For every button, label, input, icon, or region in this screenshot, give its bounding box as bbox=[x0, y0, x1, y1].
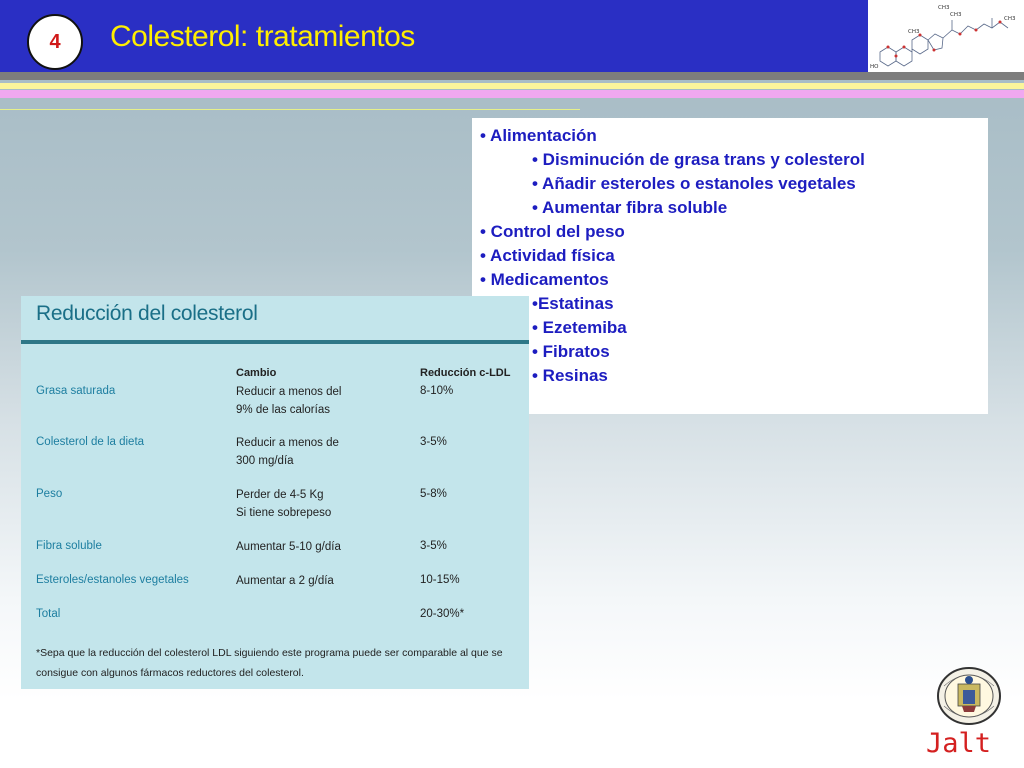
university-seal-icon bbox=[936, 666, 1002, 726]
bullet-item: • Medicamentos bbox=[480, 270, 609, 289]
slide-title: Colesterol: tratamientos bbox=[110, 20, 415, 53]
row-reduction: 10-15% bbox=[420, 574, 460, 586]
row-change: Perder de 4-5 Kg Si tiene sobrepeso bbox=[236, 489, 332, 519]
bullet-subitem: • Disminución de grasa trans y colesterol bbox=[532, 150, 865, 169]
bullet-subitem: • Fibratos bbox=[532, 342, 610, 361]
bullet-item: • Control del peso bbox=[480, 222, 625, 241]
bullet-subitem: • Aumentar fibra soluble bbox=[532, 198, 728, 217]
table-title-rule bbox=[21, 340, 529, 344]
row-label: Colesterol de la dieta bbox=[36, 436, 145, 448]
table-title: Reducción del colesterol bbox=[36, 302, 258, 325]
divider-stripe-yellow bbox=[0, 83, 1024, 89]
bullet-item: • Alimentación bbox=[480, 126, 597, 145]
row-change: Reducir a menos de 300 mg/día bbox=[236, 437, 339, 467]
row-change: Aumentar 5-10 g/día bbox=[236, 541, 341, 553]
bullet-subitem: • Resinas bbox=[532, 366, 608, 385]
row-label: Peso bbox=[36, 488, 63, 500]
cholesterol-reduction-table bbox=[21, 296, 529, 689]
row-label-total: Total bbox=[36, 608, 61, 620]
row-reduction: 3-5% bbox=[420, 436, 447, 448]
bullet-subitem: •Estatinas bbox=[532, 294, 614, 313]
header-bar bbox=[0, 0, 868, 72]
row-label: Esteroles/estanoles vegetales bbox=[36, 574, 189, 586]
table-footnote: *Sepa que la reducción del colesterol LDL siguiendo este programa puede ser comparable al que se consigue con algunos fármacos reductores del colesterol. bbox=[36, 647, 503, 679]
bullet-subitem: • Ezetemiba bbox=[532, 318, 627, 337]
molecule-label: HO bbox=[870, 64, 879, 70]
column-header-change: Cambio bbox=[236, 367, 277, 379]
row-label: Fibra soluble bbox=[36, 540, 102, 552]
molecule-image bbox=[868, 0, 1024, 72]
row-reduction: 5-8% bbox=[420, 488, 447, 500]
row-reduction: 8-10% bbox=[420, 385, 454, 397]
bullet-subitem: • Añadir esteroles o estanoles vegetales bbox=[532, 174, 856, 193]
bullet-item: • Actividad física bbox=[480, 246, 615, 265]
divider-line bbox=[0, 109, 580, 110]
row-label: Grasa saturada bbox=[36, 385, 116, 397]
divider-stripe-pink bbox=[0, 90, 1024, 98]
slide-number: 4 bbox=[49, 30, 61, 53]
row-reduction: 3-5% bbox=[420, 540, 447, 552]
steroid-structure-icon bbox=[868, 0, 1024, 72]
molecule-label: CH3 bbox=[950, 12, 962, 18]
row-change: Reducir a menos del 9% de las calorías bbox=[236, 386, 342, 416]
molecule-label: CH3 bbox=[938, 5, 950, 11]
molecule-label: CH3 bbox=[1004, 16, 1016, 22]
slide-number-badge bbox=[27, 14, 83, 70]
row-change: Aumentar a 2 g/día bbox=[236, 575, 334, 587]
brand-logo: Jalt bbox=[926, 728, 992, 759]
divider-stripe-gray bbox=[0, 72, 1024, 80]
row-reduction-total: 20-30%* bbox=[420, 608, 465, 620]
molecule-label: CH3 bbox=[908, 29, 920, 35]
treatment-bullet-list bbox=[472, 118, 988, 414]
column-header-reduction: Reducción c-LDL bbox=[420, 367, 511, 379]
